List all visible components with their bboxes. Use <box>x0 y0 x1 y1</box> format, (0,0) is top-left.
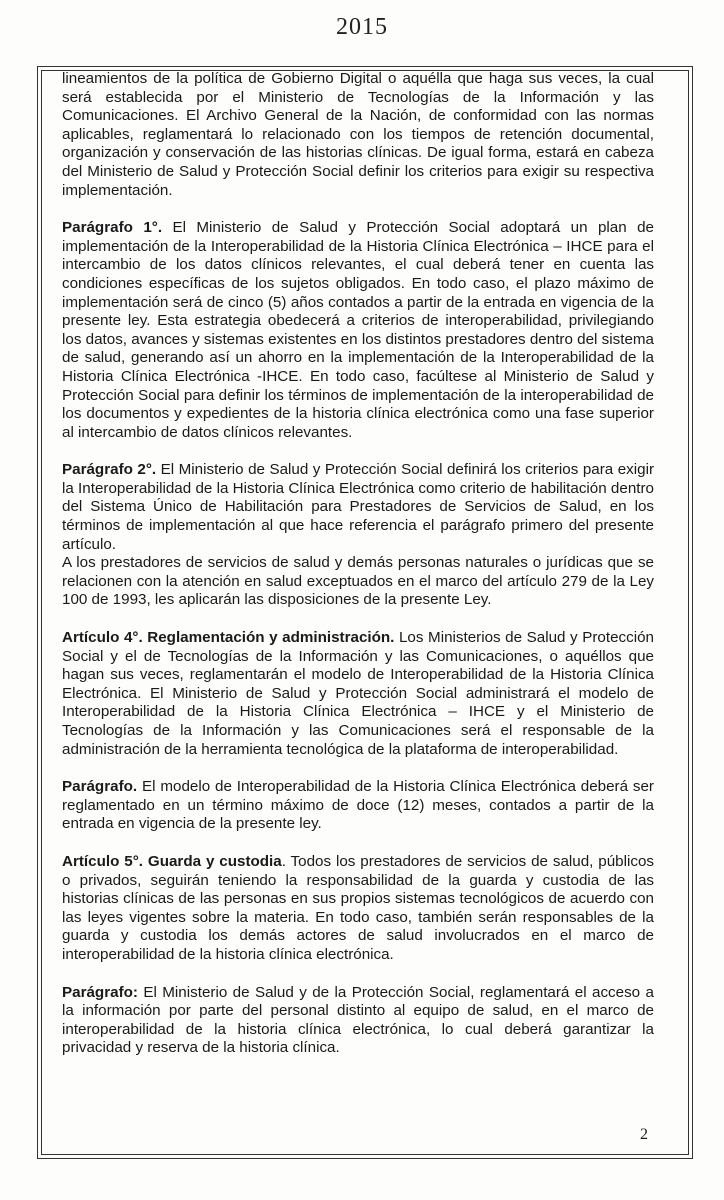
articulo-5 <box>62 853 654 965</box>
paragraph-text: Los Ministerios de Salud y Protección Social y el de Tecnologías de la Información y las Comunicaciones, o aquéllos que hagan sus veces, reglamentarán el modelo de Interoperabilidad de la Historia Clínica Electrónica. El Ministerio de Salud y Protección Social administrará el modelo de Interoperabilidad de la Historia Clínica Electrónica – IHCE y el Ministerio de Tecnologías de la Información y las Comunicaciones será el responsable de la administración de la herramienta tecnológica de la plataforma de interoperabilidad. <box>62 629 654 758</box>
paragraph-text: El Ministerio de Salud y Protección Social definirá los criterios para exigir la Interoperabilidad de la Historia Clínica Electrónica como criterio de habilitación dentro del Sistema Único de Habilitación para Prestadores de Servicios de Salud, en los términos de implementación al que hace referencia el parágrafo primero del presente artículo. <box>62 461 654 553</box>
paragraph-continuation <box>62 70 654 200</box>
paragraph-text: El modelo de Interoperabilidad de la Historia Clínica Electrónica deberá ser reglamentado en un término máximo de doce (12) meses, contados a partir de la entrada en vigencia de la presente ley. <box>62 778 654 833</box>
paragrafo-articulo-4 <box>62 778 654 834</box>
paragraph-label: Parágrafo 2°. <box>62 461 157 479</box>
paragraph-label: Parágrafo 1°. <box>62 219 163 237</box>
article-label: Artículo 5°. <box>62 852 143 870</box>
paragraph-label: Parágrafo: <box>62 983 138 1001</box>
paragrafo-2 <box>62 461 654 554</box>
page-number: 2 <box>640 1126 648 1143</box>
article-title: Guarda y custodia <box>147 852 282 870</box>
paragraph-prestadores <box>62 554 654 610</box>
document-body <box>62 70 654 1077</box>
paragrafo-articulo-5 <box>62 984 654 1058</box>
paragraph-text: . Todos los prestadores de servicios de salud, públicos o privados, seguirán teniendo la responsabilidad de la guarda y custodia de las historias clínicas de las personas en sus propios sistemas tecnológicos de acuerdo con las leyes vigentes sobre la materia. En todo caso, también serán responsables de la guarda y custodia los demás actores de salud involucrados en el marco de interoperabilidad de la historia clínica electrónica. <box>62 852 654 963</box>
articulo-4 <box>62 629 654 759</box>
paragraph-text: El Ministerio de Salud y Protección Social adoptará un plan de implementación de la Interoperabilidad de la Historia Clínica Electrónica – IHCE para el intercambio de los datos clínicos relevantes, el cual deberá tener en cuenta las condiciones específicas de los sujetos obligados. En todo caso, el plazo máximo de implementación será de cinco (5) años contados a partir de la entrada en vigencia de la presente ley. Esta estrategia obedecerá a criterios de interoperabilidad, privilegiando los datos, avances y sistemas existentes en los distintos prestadores dentro del sistema de salud, generando así un ahorro en la implementación de la Interoperabilidad de la Historia Clínica Electrónica -IHCE. En todo caso, facúltese al Ministerio de Salud y Protección Social para definir los términos de implementación de la interoperabilidad de los documentos y expedientes de la historia clínica electrónica como una fase superior al intercambio de datos clínicos relevantes. <box>62 219 654 441</box>
paragrafo-1 <box>62 219 654 442</box>
paragraph-text: lineamientos de la política de Gobierno Digital o aquélla que haga sus veces, la cual será establecida por el Ministerio de Tecnologías de la Información y las Comunicaciones. El Archivo General de la Nación, de conformidad con las normas aplicables, reglamentará lo relacionado con los tiempos de retención documental, organización y conservación de las historias clínicas. De igual forma, estará en cabeza del Ministerio de Salud y Protección Social definir los criterios para exigir su respectiva implementación. <box>62 70 654 199</box>
paragraph-label: Parágrafo. <box>62 778 138 796</box>
paragraph-text: El Ministerio de Salud y de la Protección Social, reglamentará el acceso a la información por parte del personal distinto al equipo de salud, en el marco de interoperabilidad de la historia clínica electrónica, lo cual deberá garantizar la privacidad y reserva de la historia clínica. <box>62 983 654 1057</box>
paragraph-text: A los prestadores de servicios de salud y demás personas naturales o jurídicas que se relacionen con la atención en salud exceptuados en el marco del artículo 279 de la Ley 100 de 1993, les aplicarán las disposiciones de la presente Ley. <box>62 554 654 609</box>
document-year-stamp: 2015 <box>336 14 388 40</box>
article-title: Reglamentación y administración. <box>147 629 395 647</box>
article-label: Artículo 4°. <box>62 629 143 647</box>
